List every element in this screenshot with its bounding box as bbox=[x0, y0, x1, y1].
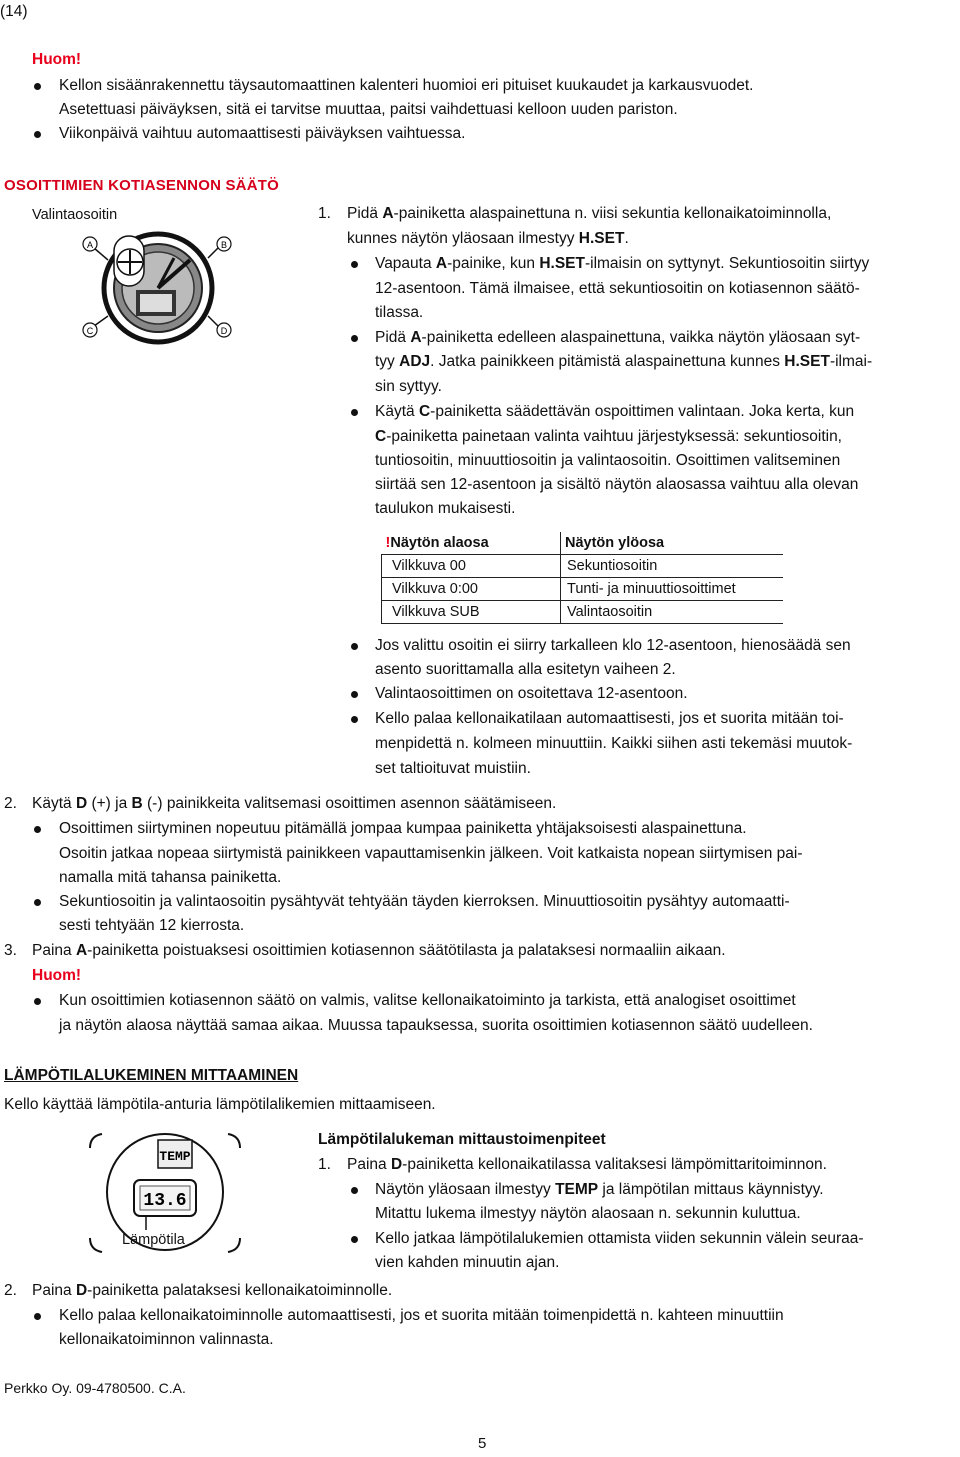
bullet bbox=[34, 83, 41, 90]
watch-illustration bbox=[78, 228, 238, 348]
bullet-text: tyy ADJ. Jatka painikkeen pitämistä alaspainettuna kunnes H.SET-ilmai- bbox=[375, 353, 873, 370]
step-number: 1. bbox=[318, 205, 331, 222]
bullet-text: sesti tehtyään 12 kierrosta. bbox=[59, 917, 245, 934]
bullet-text: set taltioituvat muistiin. bbox=[375, 760, 531, 777]
step-text: Pidä A-painiketta alaspainettuna n. viisi sekuntia kellonaikatoiminnolla, bbox=[347, 205, 832, 222]
bullet bbox=[34, 899, 41, 906]
bullet-text: vien kahden minuutin ajan. bbox=[375, 1254, 560, 1271]
step-text: Paina A-painiketta poistuaksesi osoittimien kotiasennon säätötilasta ja palataksesi normaaliin aikaan. bbox=[32, 942, 726, 959]
bullet-text: Kello palaa kellonaikatoiminnolle automaattisesti, jos et suorita mitään toimenpidettä n. kahteen minuuttiin bbox=[59, 1307, 784, 1324]
bullet-text: C-painiketta painetaan valinta vaihtuu järjestyksessä: sekuntiosoitin, bbox=[375, 428, 842, 445]
bullet bbox=[34, 131, 41, 138]
table-header-cell: !Näytön alaosa bbox=[382, 532, 561, 555]
step-text: Paina D-painiketta kellonaikatilassa valitaksesi lämpömittaritoiminnon. bbox=[347, 1156, 827, 1173]
watch-button-b-label: B bbox=[220, 240, 228, 250]
display-table bbox=[381, 532, 783, 624]
bullet bbox=[351, 335, 358, 342]
table-row bbox=[382, 601, 784, 624]
note-text: ja näytön alaosa näyttää samaa aikaa. Muussa tapauksessa, suorita osoittimien kotiasennon säätö uudelleen. bbox=[59, 1017, 813, 1034]
watch-button-c-label: C bbox=[86, 326, 94, 336]
bullet-text: Osoittimen siirtyminen nopeutuu pitämällä jompaa kumpaa painiketta yhtäjaksoisesti alaspainettuna. bbox=[59, 820, 747, 837]
bullet bbox=[351, 691, 358, 698]
bullet-text: tuntiosoitin, minuuttiosoitin ja valintaosoitin. Osoittimen valitseminen bbox=[375, 452, 841, 469]
bullet-text: Jos valittu osoitin ei siirry tarkalleen klo 12-asentoon, hienosäädä sen bbox=[375, 637, 851, 654]
bullet bbox=[34, 998, 41, 1005]
table-header-row bbox=[382, 532, 784, 555]
step-number: 2. bbox=[4, 795, 17, 812]
table-cell: Sekuntiosoitin bbox=[561, 555, 784, 578]
bullet-text: Käytä C-painiketta säädettävän ospoittimen valintaan. Joka kerta, kun bbox=[375, 403, 855, 420]
bullet-text: Kello palaa kellonaikatilaan automaattisesti, jos et suorita mitään toi- bbox=[375, 710, 844, 727]
figure-label: Valintaosoitin bbox=[32, 207, 118, 223]
bullet-text: tilassa. bbox=[375, 304, 424, 321]
bullet bbox=[351, 409, 358, 416]
note-title: Huom! bbox=[32, 51, 82, 68]
lcd-bottom-readout: 13.6 bbox=[143, 1191, 187, 1211]
bullet-text: Valintaosoittimen on osoitettava 12-asentoon. bbox=[375, 685, 688, 702]
page-number: 5 bbox=[478, 1435, 487, 1452]
bullet-text: Kello jatkaa lämpötilalukemien ottamista viiden sekunnin välein seuraa- bbox=[375, 1230, 864, 1247]
intro-text: Kello käyttää lämpötila-anturia lämpötilalikemien mittaamiseen. bbox=[4, 1096, 436, 1113]
step-text: Paina D-painiketta palataksesi kellonaikatoiminnolle. bbox=[32, 1282, 393, 1299]
bullet-text: Mitattu lukema ilmestyy näytön alaosaan n. sekunnin kuluttua. bbox=[375, 1205, 801, 1222]
table-row bbox=[382, 578, 784, 601]
table-cell: Valintaosoitin bbox=[561, 601, 784, 624]
step-text: kunnes näytön yläosaan ilmestyy H.SET. bbox=[347, 230, 629, 247]
table-cell: Tunti- ja minuuttiosoittimet bbox=[561, 578, 784, 601]
lcd-top-readout: TEMP bbox=[159, 1149, 191, 1164]
bullet-text: Osoitin jatkaa nopeaa siirtymistä painikkeen vapauttamisenkin jälkeen. Voit katkaista nopean siirtymisen pai- bbox=[59, 845, 803, 862]
bullet-text: Vapauta A-painike, kun H.SET-ilmaisin on syttynyt. Sekuntiosoitin siirtyy bbox=[375, 255, 870, 272]
table-header-cell: Näytön ylöosa bbox=[561, 532, 784, 555]
bullet-text: namalla mitä tahansa painiketta. bbox=[59, 869, 282, 886]
table-cell: Vilkkuva 00 bbox=[382, 555, 561, 578]
watch-button-a-label: A bbox=[86, 240, 94, 250]
note-text: Asetettuasi päiväyksen, sitä ei tarvitse muuttaa, paitsi vaihdettuasi kelloon uuden pariston. bbox=[59, 101, 678, 118]
bullet-text: Pidä A-painiketta edelleen alaspainettuna, vaikka näytön yläosaan syt- bbox=[375, 329, 861, 346]
bullet-text: sin syttyy. bbox=[375, 378, 442, 395]
table-row bbox=[382, 555, 784, 578]
bullet-text: menpidettä n. kolmeen minuuttiin. Kaikki siihen asti tekemäsi muutok- bbox=[375, 735, 853, 752]
bullet bbox=[351, 716, 358, 723]
bullet-text: kellonaikatoiminnon valinnasta. bbox=[59, 1331, 274, 1348]
bullet bbox=[351, 1187, 358, 1194]
watch-button-d-label: D bbox=[220, 326, 228, 336]
table-cell: Vilkkuva SUB bbox=[382, 601, 561, 624]
step-number: 3. bbox=[4, 942, 17, 959]
step-number: 2. bbox=[4, 1282, 17, 1299]
bullet bbox=[351, 261, 358, 268]
step-number: 1. bbox=[318, 1156, 331, 1173]
bullet bbox=[34, 1313, 41, 1320]
table-cell: Vilkkuva 0:00 bbox=[382, 578, 561, 601]
page-label: (14) bbox=[0, 3, 28, 20]
step-text: Käytä D (+) ja B (-) painikkeita valitsemasi osoittimen asennon säätämiseen. bbox=[32, 795, 557, 812]
bullet bbox=[34, 826, 41, 833]
note-title: Huom! bbox=[32, 967, 82, 984]
bullet bbox=[351, 643, 358, 650]
figure-label: Lämpötila bbox=[122, 1232, 185, 1248]
note-text: Kun osoittimien kotiasennon säätö on valmis, valitse kellonaikatoiminto ja tarkista, että analogiset osoittimet bbox=[59, 992, 796, 1009]
note-text: Kellon sisäänrakennettu täysautomaattinen kalenteri huomioi eri pituiset kuukaudet ja karkausvuodet. bbox=[59, 77, 754, 94]
bullet-text: Sekuntiosoitin ja valintaosoitin pysähtyvät tehtyään täyden kierroksen. Minuuttiosoitin pysähtyy automaatti- bbox=[59, 893, 790, 910]
note-text: Viikonpäivä vaihtuu automaattisesti päiväyksen vaihtuessa. bbox=[59, 125, 466, 142]
bullet-text: taulukon mukaisesti. bbox=[375, 500, 516, 517]
procedure-title: Lämpötilalukeman mittaustoimenpiteet bbox=[318, 1131, 606, 1148]
bullet bbox=[351, 1236, 358, 1243]
bullet-text: siirtää sen 12-asentoon ja sisältö näytön alaosassa vaihtuu alla olevan bbox=[375, 476, 859, 493]
section-heading: LÄMPÖTILALUKEMINEN MITTAAMINEN bbox=[4, 1067, 299, 1084]
bullet-text: Näytön yläosaan ilmestyy TEMP ja lämpötilan mittaus käynnistyy. bbox=[375, 1181, 824, 1198]
section-heading: OSOITTIMIEN KOTIASENNON SÄÄTÖ bbox=[4, 177, 279, 194]
bullet-text: asento suorittamalla alla esitetyn vaiheen 2. bbox=[375, 661, 676, 678]
bullet-text: 12-asentoon. Tämä ilmaisee, että sekuntiosoitin on kotiasennon säätö- bbox=[375, 280, 860, 297]
footer-company: Perkko Oy. 09-4780500. C.A. bbox=[4, 1380, 186, 1396]
